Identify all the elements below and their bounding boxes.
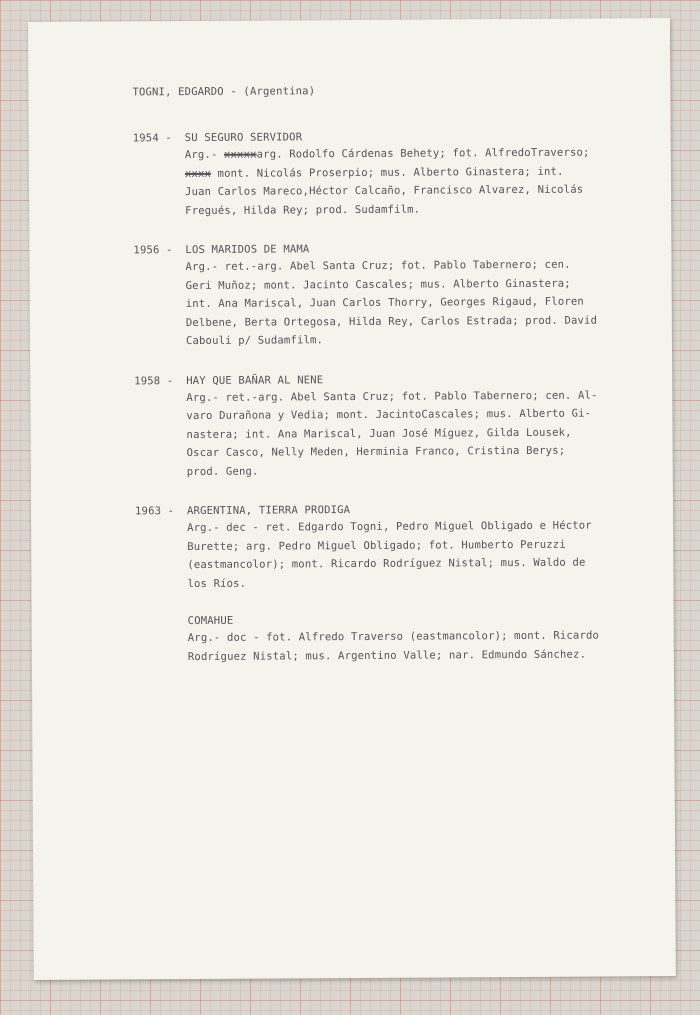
credit-line: Rodríguez Nistal; mus. Argentino Valle; nar. Edmundo Sánchez. (187, 648, 587, 663)
film-year: 1958 - (134, 374, 174, 387)
credit-line: (eastmancolor); mont. Ricardo Rodríguez Nistal; mus. Waldo de (187, 556, 586, 572)
film-entry-1958 (134, 372, 665, 482)
credit-line: varo Durañona y Vedia; mont. JacintoCascales; mus. Alberto Gi- (186, 407, 592, 423)
director-heading: TOGNI, EDGARDO - (Argentina) (132, 85, 316, 99)
credit-line: Arg.- ret.-arg. Abel Santa Cruz; fot. Pablo Tabernero; cen. (185, 258, 571, 274)
filmography-page (132, 83, 666, 666)
film-entry-1956 (133, 241, 664, 351)
struck-text: xxxx (184, 167, 212, 180)
film-year: 1956 - (133, 244, 173, 257)
credit-line: Arg.- xxxxxarg. Rodolfo Cárdenas Behety; fot. AlfredoTraverso; (184, 146, 590, 162)
credit-line: los Ríos. (187, 577, 247, 590)
credit-line: xxxx mont. Nicolás Proserpio; mus. Alberto Ginastera; int. (184, 165, 564, 180)
credit-line: prod. Geng. (186, 465, 259, 478)
struck-text: xxxxx (223, 148, 257, 161)
film-title: SU SEGURO SERVIDOR (184, 131, 303, 145)
film-entry-1954 (133, 129, 664, 220)
film-year: 1963 - (134, 505, 175, 518)
film-entry-1963 (135, 502, 666, 593)
credit-line: Geri Muñoz; mont. Jacinto Cascales; mus. Alberto Ginastera; (185, 277, 571, 292)
film-title: ARGENTINA, TIERRA PRODIGA (186, 504, 351, 518)
credit-line: Oscar Casco, Nelly Meden, Herminia Franco, Cristina Berys; (186, 444, 566, 460)
film-entry-comahue (188, 612, 666, 666)
film-year: 1954 - (132, 132, 172, 145)
typed-sheet (28, 18, 676, 980)
film-title: LOS MARIDOS DE MAMA (185, 243, 310, 257)
credit-line: Burette; arg. Pedro Miguel Obligado; fot. Humberto Peruzzi (187, 538, 566, 553)
credit-line: Cabouli p/ Sudamfilm. (185, 334, 324, 348)
credit-line: Arg.- ret.-arg. Abel Santa Cruz; fot. Pablo Tabernero; cen. Al- (186, 389, 598, 404)
credit-line: Fregués, Hilda Rey; prod. Sudamfilm. (185, 203, 421, 217)
credit-line: Arg.- doc - fot. Alfredo Traverso (eastmancolor); mont. Ricardo (187, 629, 600, 645)
credit-line: int. Ana Mariscal, Juan Carlos Thorry, Georges Rigaud, Floren (185, 295, 584, 311)
credit-line: Juan Carlos Mareco,Héctor Calcaño, Francisco Alvarez, Nicolás (185, 183, 584, 199)
credit-line: nastera; int. Ana Mariscal, Juan José Míguez, Gilda Lousek, (186, 426, 572, 441)
credit-line: Arg.- dec - ret. Edgardo Togni, Pedro Miguel Obligado e Héctor (187, 519, 592, 535)
credit-line: Delbene, Berta Ortegosa, Hilda Rey, Carlos Estrada; prod. David (185, 314, 598, 329)
film-title: COMAHUE (187, 614, 234, 628)
film-title: HAY QUE BAÑAR AL NENE (186, 373, 324, 387)
